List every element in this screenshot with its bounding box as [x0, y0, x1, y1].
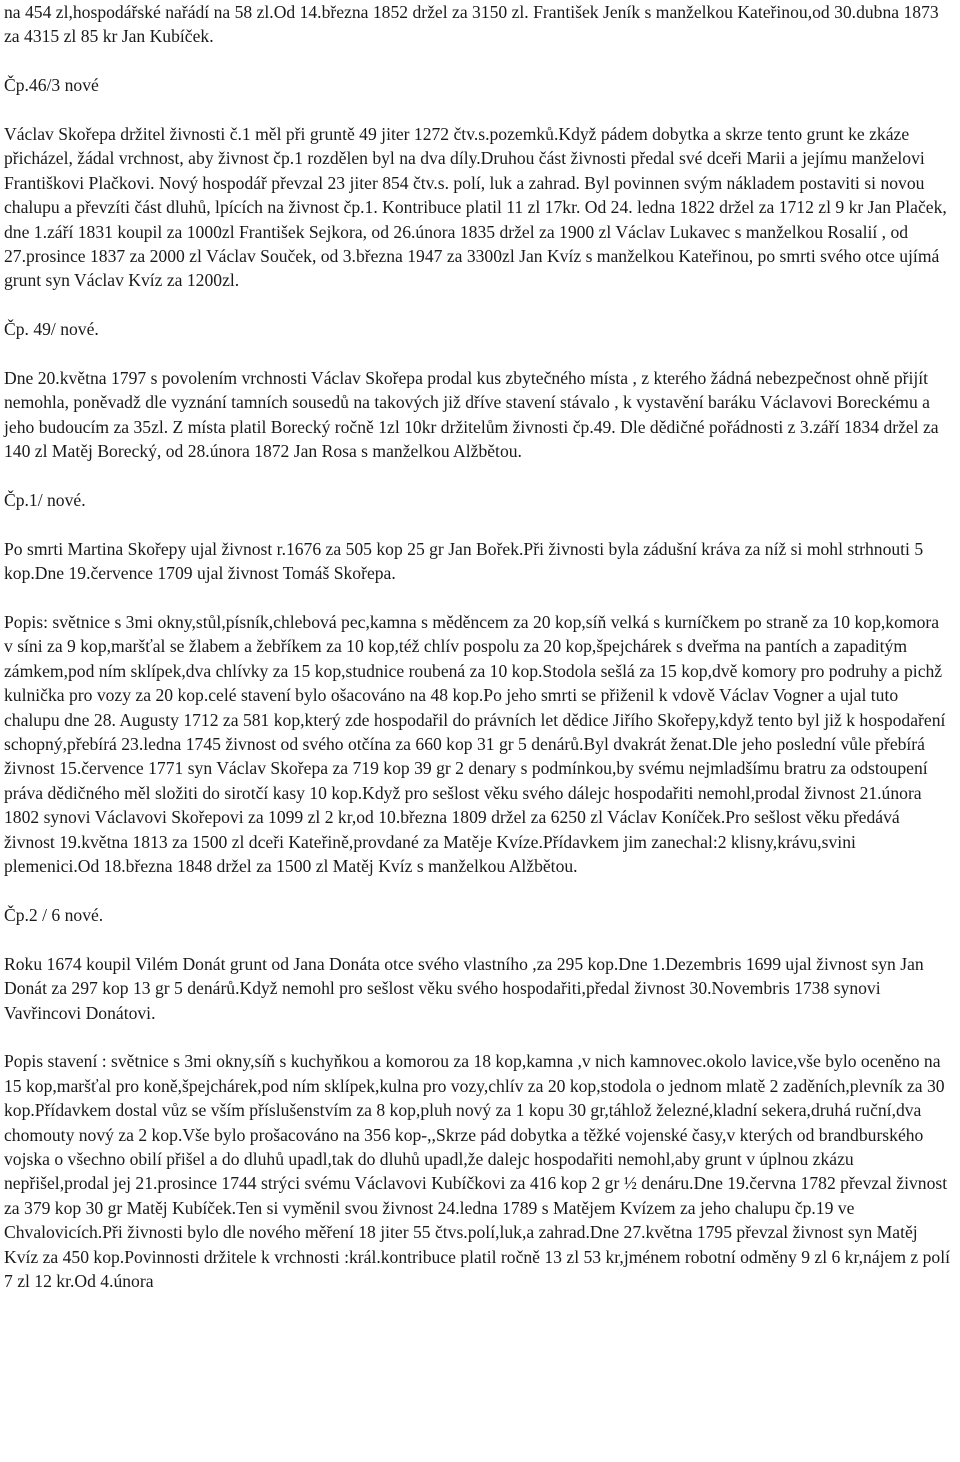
paragraph-gap: [4, 927, 952, 951]
paragraph-cp1-history: Po smrti Martina Skořepy ujal živnost r.1676 za 505 kop 25 gr Jan Bořek.Při živnosti byla zádušní kráva za níž si mohl strhnouti 5 kop.Dne 19.července 1709 ujal živnost Tomáš Skořepa.: [4, 538, 924, 584]
paragraph-gap: [4, 342, 952, 366]
paragraph-cp2-history: Roku 1674 koupil Vilém Donát grunt od Jana Donáta otce svého vlastního ,za 295 kop.Dne 1.Dezembris 1699 ujal živnost syn Jan Donát za 297 kop 13 gr 5 denárů.Když nemohl pro sešlost věku svého hospodařiti,předal živnost 30.Novembris 1738 synovi Vavřincovi Donátovi.: [4, 953, 924, 1023]
section-heading-cp46: Čp.46/3 nové: [4, 75, 99, 96]
paragraph-gap: [4, 512, 952, 536]
paragraph-gap: [4, 464, 952, 488]
section-heading-cp2: Čp.2 / 6 nové.: [4, 904, 104, 925]
paragraph-gap: [4, 49, 952, 73]
paragraph-gap: [4, 293, 952, 317]
paragraph-intro: na 454 zl,hospodářské nařádí na 58 zl.Od 14.března 1852 držel za 3150 zl. František Jeník s manželkou Kateřinou,od 30.dubna 1873 za 4315 zl 85 kr Jan Kubíček.: [4, 2, 939, 47]
paragraph-cp1-description: Popis: světnice s 3mi okny,stůl,písník,chlebová pec,kamna s měděncem za 20 kop,síň velká s kurníčkem po straně za 10 kop,komora v síni za 9 kop,maršťal se žlabem a žebříkem za 10 kop,též chlív pospolu za 20 kop,špejchárek s dveřma na pantích a zapaditým zámkem,pod ním sklípek,dva chlívky za 15 kop,studnice roubená za 10 kop.Stodola sešlá za 15 kop,dvě komory pro podruhy a pichž kulnička pro vozy za 20 kop.celé stavení bylo ošacováno na 48 kop.Po jeho smrti se přiženil k vdově Václav Vogner a ujal tuto chalupu dne 28. Augusty 1712 za 581 kop,který zde hospodařil do právních let dědice Jiřího Skořepy,když tento byl již k hospodaření schopný,přebírá 23.ledna 1745 živnost od svého otčína za 660 kop 31 gr 5 denárů.Byl dvakrát ženat.Dle jeho poslední vůle přebírá živnost 15.července 1771 syn Václav Skořepa za 719 kop 39 gr 2 denary s podmínkou,by svému nejmladšímu bratru za odstoupení práva dědičného měl složiti do sirotčí kasy 10 kop.Když pro sešlost věku svého dálejc hospodařiti nemohl,prodal živnost 21.února 1802 synovi Václavovi Skořepovi za 1099 zl 2 kr,od 10.března 1809 držel za 6250 zl Václav Koníček.Pro sešlost věku předává živnost 19.května 1813 za 1500 zl dceři Kateřině,provdané za Matěje Kvíze.Přídavkem jim zanechal:2 klisny,krávu,svini plemenici.Od 18.března 1848 držel za 1500 zl Matěj Kvíz s manželkou Alžbětou.: [4, 612, 946, 877]
paragraph-cp2-description: Popis stavení : světnice s 3mi okny,síň s kuchyňkou a komorou za 18 kop,kamna ,v nich kamnovec.okolo lavice,vše bylo oceněno na 15 kop,maršťal pro koně,špejchárek,pod ním sklípek,kulna pro vozy,chlív za 20 kop,stodola o jednom mlatě 2 zaděních,plevník za 30 kop.Přídavkem dostal vůz se vším příslušenstvím za 8 kop,pluh nový za 1 kopu 30 gr,táhlož železné,kladní sekera,druhá ruční,dva chomouty nový za 2 kop.Vše bylo prošacováno na 356 kop-,,Skrze pád dobytka a těžké vojenské časy,v kterých od brandburského vojska o všechno obilí přišel a do dluhů upadl,tak do dluhů upadl,že dalejc hospodařiti nemohl,aby grunt v úplnou zkázu nepřišel,prodal jej 21.prosince 1744 strýci svému Václavovi Kubíčkovi za 416 kop 2 gr ½ denáru.Dne 19.června 1782 převzal živnost za 379 kop 30 gr Matěj Kubíček.Ten si vyměnil svou živnost 24.ledna 1789 s Matějem Kvízem za jeho chalupu čp.19 ve Chvalovicích.Při živnosti bylo dle nového měření 18 jiter 55 čtvs.polí,luk,a zahrad.Dne 27.května 1795 převzal živnost syn Matěj Kvíz za 450 kop.Povinnosti držitele k vrchnosti :král.kontribuce platil ročně 13 zl 53 kr,jménem robotní odměny 9 zl 6 kr,nájem z polí 7 zl 12 kr.Od 4.února: [4, 1051, 950, 1291]
document-page: [4, 0, 952, 1293]
paragraph-gap: [4, 98, 952, 122]
paragraph-gap: [4, 879, 952, 903]
paragraph-cp49-history: Dne 20.května 1797 s povolením vrchnosti Václav Skořepa prodal kus zbytečného místa , z kterého žádná nebezpečnost ohně přijít nemohla, poněvadž dle vyznání tamních sousedů na takových již dříve stavení stávalo , k vystavění baráku Václavovi Boreckému a jeho budoucím za 35zl. Z místa platil Borecký ročně 1zl 10kr držitelům živnosti čp.49. Dle dědičné pořádnosti z 3.září 1834 držel za 140 zl Matěj Borecký, od 28.února 1872 Jan Rosa s manželkou Alžbětou.: [4, 368, 939, 462]
paragraph-gap: [4, 586, 952, 610]
paragraph-gap: [4, 1025, 952, 1049]
paragraph-cp46-history: Václav Skořepa držitel živnosti č.1 měl při gruntě 49 jiter 1272 čtv.s.pozemků.Když pádem dobytka a skrze tento grunt ke zkáze přicházel, žádal vrchnost, aby živnost čp.1 rozdělen byl na dva díly.Druhou část živnosti předal své dceři Marii a jejímu manželovi Františkovi Plačkovi. Nový hospodář převzal 23 jiter 854 čtv.s. polí, luk a zahrad. Byl povinnen svým nákladem postaviti si novou chalupu a převzíti část dluhů, lpících na živnost čp.1. Kontribuce platil 11 zl 17kr. Od 24. ledna 1822 držel za 1712 zl 9 kr Jan Plaček, dne 1.září 1831 koupil za 1000zl František Sejkora, od 26.února 1835 držel za 1900 zl Václav Lukavec s manželkou Rosalií , od 27.prosince 1837 za 2000 zl Václav Souček, od 3.března 1947 za 3300zl Jan Kvíz s manželkou Kateřinou, po smrti svého otce ujímá grunt syn Václav Kvíz za 1200zl.: [4, 124, 947, 291]
section-heading-cp1: Čp.1/ nové.: [4, 490, 86, 511]
section-heading-cp49: Čp. 49/ nové.: [4, 319, 99, 340]
